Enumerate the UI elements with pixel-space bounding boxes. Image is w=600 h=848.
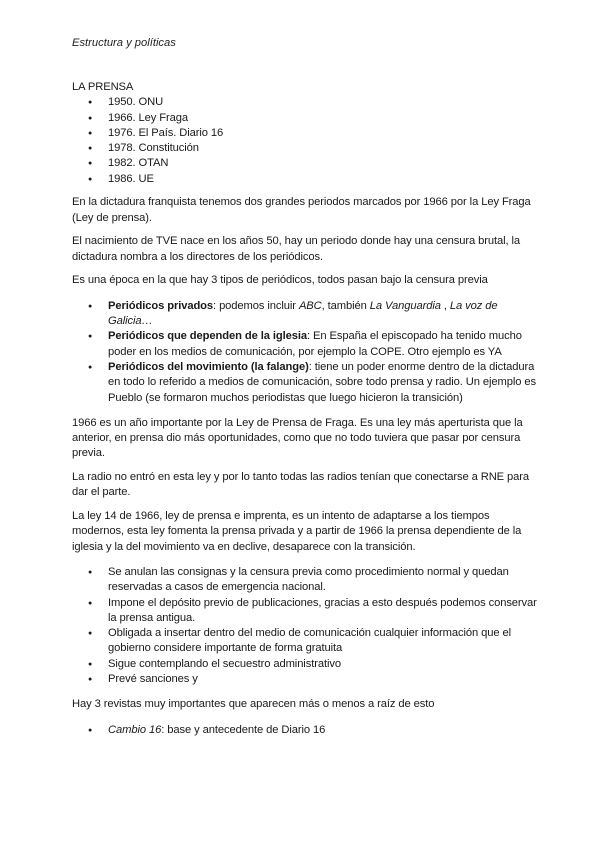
paragraph: Hay 3 revistas muy importantes que aparecen más o menos a raíz de esto xyxy=(72,698,435,711)
ley-list xyxy=(72,565,542,687)
periodicos-iglesia-item: ● Periódicos que dependen de la iglesia: En España el episcopado ha tenido mucho poder en los medios de comunicación, por ejemplo la COPE. Otro ejemplo es YA xyxy=(72,329,542,360)
iglesia-label: Periódicos que dependen de la iglesia xyxy=(108,330,307,343)
revista-item: ● Cambio 16: base y antecedente de Diario 16 xyxy=(72,723,542,738)
paragraph: El nacimiento de TVE nace en los años 50, hay un periodo donde hay una censura brutal, la dictadura nombra a los directores de los periódicos. xyxy=(72,235,521,263)
timeline-item: ● 1976. El País. Diario 16 xyxy=(72,126,542,141)
paragraph: En la dictadura franquista tenemos dos grandes periodos marcados por 1966 por la Ley Fraga (Ley de prensa). xyxy=(72,196,531,224)
paragraph: La radio no entró en esta ley y por lo tanto todas las radios tenían que conectarse a RNE para dar el parte. xyxy=(72,471,530,499)
timeline-item: ● 1966. Ley Fraga xyxy=(72,111,542,126)
privados-label: Periódicos privados xyxy=(108,299,214,312)
ley-item: ● Impone el depósito previo de publicaciones, gracias a esto después podemos conservar la prensa antigua. xyxy=(72,596,542,627)
page-header: Estructura y políticas xyxy=(72,37,176,49)
ley-item: ● Sigue contemplando el secuestro administrativo xyxy=(72,657,542,672)
timeline-list xyxy=(72,95,542,187)
ley-item: ● Se anulan las consignas y la censura previa como procedimiento normal y quedan reservadas a casos de emergencia nacional. xyxy=(72,565,542,596)
timeline-item: ● 1986. UE xyxy=(72,172,542,187)
revista-name: Cambio 16 xyxy=(108,723,162,736)
revistas-list xyxy=(72,723,542,738)
document-body xyxy=(72,80,542,748)
periodicos-privados-item: ● Periódicos privados: podemos incluir ABC, también La Vanguardia , La voz de Galicia… xyxy=(72,299,542,330)
paragraph: La ley 14 de 1966, ley de prensa e imprenta, es un intento de adaptarse a los tiempos modernos, esta ley fomenta la prensa privada y a partir de 1966 la prensa dependiente de la iglesia y la del movimiento va en declive, desaparece con la transición. xyxy=(72,510,522,553)
ley-item: ● Prevé sanciones y xyxy=(72,672,542,687)
timeline-item: ● 1950. ONU xyxy=(72,95,542,110)
paragraph: 1966 es un año importante por la Ley de Prensa de Fraga. Es una ley más aperturista que la anterior, en prensa dio más oportunidades, como que no todo tuviera que pasar por censura previa. xyxy=(72,416,523,460)
movimiento-label: Periódicos del movimiento (la falange) xyxy=(108,360,309,373)
periodicos-list xyxy=(72,299,542,406)
timeline-item: ● 1978. Constitución xyxy=(72,141,542,156)
ley-item: ● Obligada a insertar dentro del medio de comunicación cualquier información que el gobierno considere importante de forma gratuita xyxy=(72,626,542,657)
section-title: LA PRENSA xyxy=(72,81,134,93)
periodicos-movimiento-item: ● Periódicos del movimiento (la falange): tiene un poder enorme dentro de la dictadura en todo lo referido a medios de comunicación, sobre todo prensa y radio. Un ejemplo es Pueblo (se formaron muchos periodistas que luego hicieron la transición) xyxy=(72,360,542,406)
paragraph: Es una época en la que hay 3 tipos de periódicos, todos pasan bajo la censura previa xyxy=(72,274,488,287)
timeline-item: ● 1982. OTAN xyxy=(72,156,542,171)
